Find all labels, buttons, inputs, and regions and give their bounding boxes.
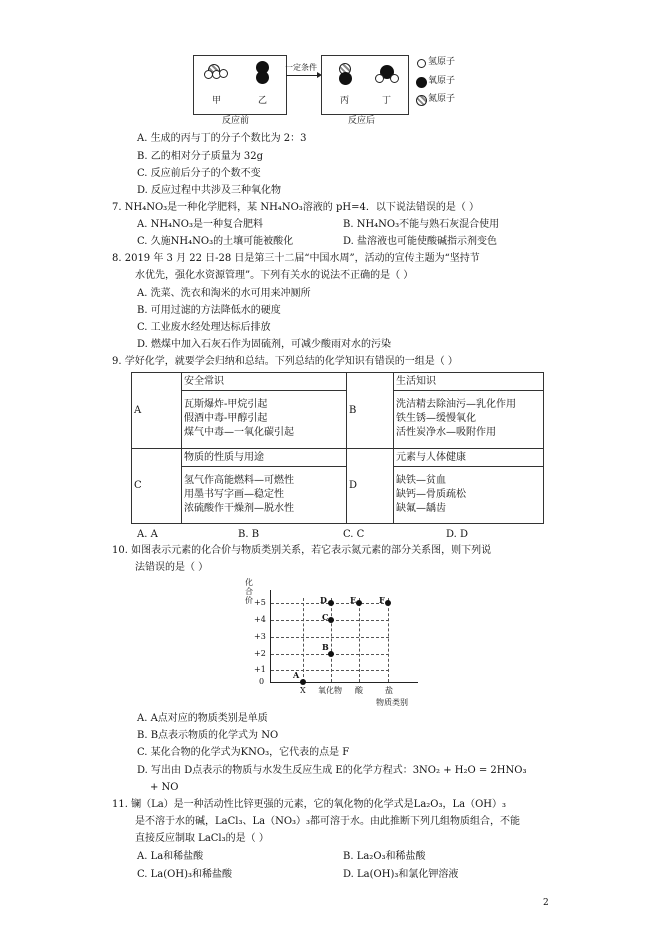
row-d-title: 元素与人体健康: [394, 448, 544, 466]
hydrogen-atom: [375, 74, 384, 83]
grid-line: [271, 670, 389, 671]
q7-option-b: B. NH₄NO₃不能与熟石灰混合使用: [343, 219, 500, 230]
label-bing: 丙: [340, 96, 350, 106]
a-line-3: 煤气中毒—一氧化碳引起: [184, 427, 294, 439]
x-tick-oxide: 氧化物: [318, 686, 342, 695]
row-a-label: A: [132, 373, 182, 449]
y-tick-plus4: +4: [254, 615, 266, 624]
q11-stem-line2: 是不溶于水的碱，LaCl₃、La（NO₃）₃都可溶于水。由此推断下列几组物质组合，不能: [135, 816, 521, 827]
q7-option-a: A. NH₄NO₃是一种复合肥料: [137, 219, 264, 230]
oxygen-atom: [339, 72, 352, 85]
point-c-label: C: [322, 612, 329, 622]
y-tick-plus2: +2: [254, 649, 266, 658]
q9-option-c: C. C: [343, 529, 365, 540]
d-line-3: 缺氟—龋齿: [396, 502, 446, 514]
q8-stem-line2: 水优先，强化水资源管理”。下列有关水的说法不正确的是（ ）: [135, 270, 414, 281]
knowledge-table: [131, 372, 544, 524]
q7-stem: 7. NH₄NO₃是一种化学肥料，某 NH₄NO₃溶液的 pH=4．以下说法错误的是（ ）: [112, 202, 479, 213]
x-tick-x: X: [300, 686, 306, 695]
row-a-content: [182, 391, 347, 449]
oxygen-atom: [256, 71, 269, 84]
point-d-label: D: [320, 595, 327, 605]
q6-option-d: D. 反应过程中共涉及三种氧化物: [137, 185, 282, 196]
q11-stem-line1: 11. 镧（La）是一种活动性比锌更强的元素，它的氧化物的化学式是La₂O₃，La（OH）₃: [112, 799, 507, 810]
q6-option-c: C. 反应前后分子的个数不变: [137, 168, 261, 179]
q11-option-a: A. La和稀盐酸: [137, 851, 204, 862]
q6-option-a: A. 生成的丙与丁的分子个数比为 2：3: [137, 133, 307, 144]
x-tick-salt: 盐: [385, 686, 393, 695]
grid-line: [359, 598, 360, 682]
hydrogen-legend-icon: [417, 59, 426, 68]
q8-option-a: A. 洗菜、洗衣和淘米的水可用来冲厕所: [137, 288, 311, 299]
point-e: [356, 600, 362, 606]
y-axis-label-2: 合: [245, 587, 253, 596]
q7-option-c: C. 久施NH₄NO₃的土壤可能被酸化: [137, 236, 294, 247]
y-tick-plus3: +3: [254, 632, 266, 641]
q11-option-b: B. La₂O₃和稀盐酸: [343, 851, 426, 862]
q10-option-c: C. 某化合物的化学式为KNO₃，它代表的点是 F: [137, 747, 350, 758]
q10-stem-line2: 法错误的是（ ）: [135, 562, 209, 573]
q10-option-d: D. 写出由 D点表示的物质与水发生反应生成 E的化学方程式：3NO₂ + H₂O = 2HNO₃: [137, 765, 527, 776]
before-box: [193, 55, 287, 115]
row-b-title: 生活知识: [394, 373, 544, 391]
q10-option-b: B. B点表示物质的化学式为 NO: [137, 730, 279, 741]
oxygen-legend-icon: [416, 77, 427, 88]
q9-option-d: D. D: [446, 529, 469, 540]
point-d: [328, 600, 334, 606]
q11-option-d: D. La(OH)₃和氯化钾溶液: [343, 869, 459, 880]
grid-line: [303, 598, 304, 682]
q9-option-b: B. B: [238, 529, 260, 540]
row-b-content: [394, 391, 544, 449]
x-tick-acid: 酸: [355, 686, 363, 695]
legend-oxygen: 氧原子: [428, 76, 456, 86]
reaction-condition: 一定条件: [285, 63, 317, 72]
point-a: [300, 679, 306, 685]
q10-stem-line1: 10. 如图表示元素的化合价与物质类别关系，若它表示氮元素的部分关系图，则下列说: [112, 545, 492, 556]
point-b-label: B: [322, 642, 329, 652]
a-line-2: 假酒中毒-甲醇引起: [184, 413, 268, 425]
c-line-3: 浓硫酸作干燥剂—脱水性: [184, 502, 294, 514]
d-line-1: 缺铁—贫血: [396, 474, 446, 486]
row-c-content: [182, 466, 347, 524]
q11-stem-line3: 直接反应制取 LaCl₃的是（ ）: [135, 833, 269, 844]
before-label: 反应前: [222, 116, 250, 126]
c-line-2: 用墨书写字画—稳定性: [184, 488, 284, 500]
point-f-label: F: [379, 595, 385, 605]
row-d-content: [394, 466, 544, 524]
after-label: 反应后: [348, 116, 376, 126]
y-axis-label-1: 化: [245, 578, 253, 587]
y-axis-label-3: 价: [245, 596, 253, 605]
x-axis-title: 物质类别: [376, 698, 408, 707]
grid-line: [271, 637, 389, 638]
q9-stem: 9. 学好化学，就要学会归纳和总结。下列总结的化学知识有错误的一组是（ ）: [112, 356, 458, 367]
a-line-1: 瓦斯爆炸-甲烷引起: [184, 399, 268, 411]
hydrogen-atom: [219, 69, 228, 78]
q8-option-c: C. 工业废水经处理达标后排放: [137, 322, 271, 333]
q9-option-a: A. A: [137, 529, 158, 540]
label-jia: 甲: [212, 96, 222, 106]
label-yi: 乙: [258, 96, 268, 106]
q8-option-b: B. 可用过滤的方法降低水的硬度: [137, 305, 281, 316]
y-tick-zero: 0: [259, 677, 265, 686]
point-f: [385, 600, 391, 606]
point-c: [328, 617, 334, 623]
row-c-label: C: [132, 448, 182, 524]
row-d-label: D: [347, 448, 394, 524]
y-tick-plus1: +1: [254, 665, 266, 674]
row-a-title: 安全常识: [182, 373, 347, 391]
y-tick-plus5: +5: [254, 598, 266, 607]
point-a-label: A: [293, 670, 300, 680]
after-box: [321, 55, 409, 115]
q6-option-b: B. 乙的相对分子质量为 32g: [137, 151, 264, 162]
legend-hydrogen: 氢原子: [428, 57, 456, 67]
b-line-3: 活性炭净水—吸附作用: [396, 427, 496, 439]
c-line-1: 氢气作高能燃料—可燃性: [184, 474, 294, 486]
q11-option-c: C. La(OH)₃和稀盐酸: [137, 869, 232, 880]
grid-line: [388, 598, 389, 682]
grid-line: [331, 598, 332, 682]
b-line-1: 洗洁精去除油污—乳化作用: [396, 399, 516, 411]
x-axis: [270, 682, 418, 683]
b-line-2: 铁生锈—缓慢氧化: [396, 413, 476, 425]
legend-nitrogen: 氮原子: [428, 94, 456, 104]
d-line-2: 缺钙—骨质疏松: [396, 488, 466, 500]
q8-stem-line1: 8. 2019 年 3 月 22 日-28 日是第三十二届“中国水周”，活动的宣传主题为“坚持节: [112, 253, 480, 264]
label-ding: 丁: [382, 96, 392, 106]
reaction-arrow: [286, 75, 320, 76]
row-b-label: B: [347, 373, 394, 449]
hydrogen-atom: [390, 74, 399, 83]
q7-option-d: D. 盐溶液也可能使酸碱指示剂变色: [343, 236, 498, 247]
q10-option-a: A. A点对应的物质类别是单质: [137, 713, 268, 724]
nitrogen-legend-icon: [416, 95, 427, 106]
page-number: 2: [543, 898, 549, 908]
q10-option-d-cont: + NO: [150, 782, 179, 793]
row-c-title: 物质的性质与用途: [182, 448, 347, 466]
q8-option-d: D. 燃煤中加入石灰石作为固硫剂，可减少酸雨对水的污染: [137, 339, 392, 350]
point-e-label: E: [350, 595, 357, 605]
